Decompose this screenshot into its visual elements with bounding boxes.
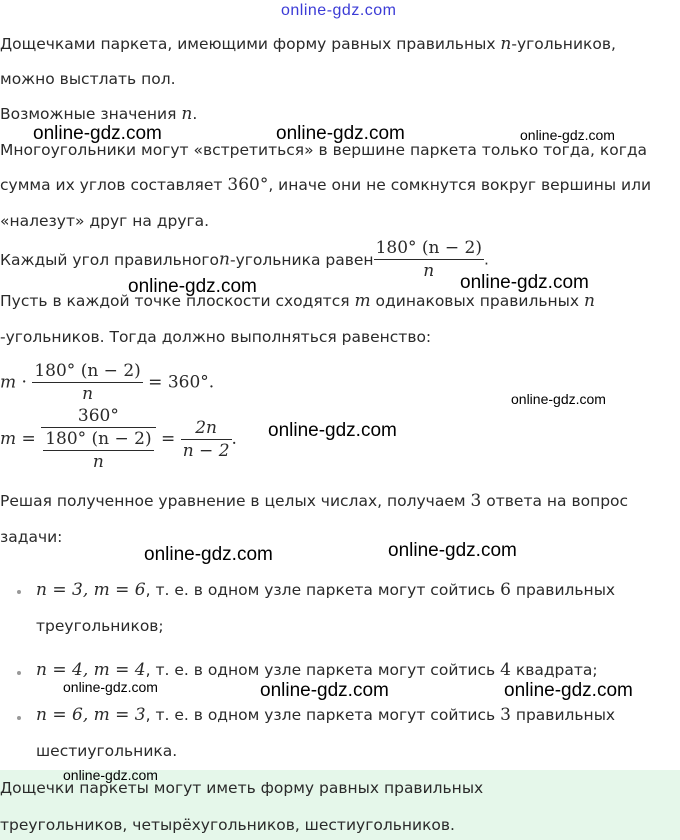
bullet-text-a: , т. е. в одном узле паркета могут сойтись — [145, 581, 501, 599]
fraction-denominator: n − 2 — [182, 440, 230, 461]
watermark: online-gdz.com — [63, 679, 158, 695]
fraction-denominator: n — [374, 259, 484, 281]
equation-2 — [0, 406, 237, 472]
watermark: online-gdz.com — [144, 544, 273, 565]
var-m: m — [0, 429, 17, 449]
solve-text-b: ответа на вопрос — [481, 492, 629, 510]
intro-text-b: -угольников, — [511, 35, 616, 53]
eq1-fraction — [32, 361, 142, 404]
inner-denominator: n — [43, 450, 153, 472]
fraction-numerator: 360° — [77, 406, 119, 426]
watermark: online-gdz.com — [460, 272, 589, 293]
watermark: online-gdz.com — [520, 127, 615, 143]
watermark: online-gdz.com — [128, 276, 257, 297]
assume-line-2: -угольников. Тогда должно выполняться равенство: — [0, 328, 432, 346]
equals-sign: = — [155, 429, 181, 449]
possible-dot: . — [192, 105, 198, 123]
answer-line-2: треугольников, четырёхугольников, шестиугольников. — [0, 816, 455, 834]
fraction-numerator: 2n — [195, 417, 217, 438]
bullet-number: 3 — [500, 705, 511, 725]
answer-line-1: Дощечки паркеты могут иметь форму равных правильных — [0, 779, 484, 797]
list-item-3-line-2: шестиугольника. — [36, 742, 178, 760]
inner-numerator: 180° (n − 2) — [45, 429, 152, 449]
fraction-numerator: 180° (n − 2) — [34, 361, 141, 381]
bullet-math: n = 3, m = 6 — [36, 580, 146, 600]
intro-line-2: можно выстлать пол. — [0, 70, 176, 88]
solve-line-2: задачи: — [0, 528, 63, 546]
watermark-top: online-gdz.com — [281, 2, 397, 19]
watermark: online-gdz.com — [260, 680, 389, 701]
list-item-1-line-2: треугольников; — [36, 617, 164, 635]
angle-text-a: Каждый угол правильного — [0, 250, 220, 269]
var-m: m — [0, 372, 17, 393]
bullet-text-b: квадрата; — [510, 661, 598, 679]
angle-line — [0, 238, 489, 281]
list-item-2 — [36, 660, 598, 680]
assume-text-b: одинаковых правильных — [370, 292, 584, 310]
bullet-number: 4 — [500, 660, 511, 680]
intro-text-a: Дощечками паркета, имеющими форму равных правильных — [0, 35, 501, 53]
bullet-text-b: правильных — [510, 581, 616, 599]
var-n: n — [500, 34, 512, 54]
assume-line-1 — [0, 291, 595, 311]
multiply-sign: · — [16, 372, 33, 393]
watermark: online-gdz.com — [33, 123, 162, 144]
deg-360: 360° — [227, 175, 269, 195]
watermark: online-gdz.com — [504, 680, 633, 701]
fraction-denominator: n — [32, 382, 142, 404]
eq1-rhs: = 360°. — [142, 372, 215, 393]
meet-line-2 — [0, 175, 651, 195]
meet-line-1: Многоугольники могут «встретиться» в вершине паркета только тогда, когда — [0, 141, 648, 159]
list-item-1 — [36, 580, 615, 600]
equation-1 — [0, 361, 214, 404]
solve-line-1 — [0, 491, 628, 511]
bullet-dot — [17, 590, 21, 594]
eq2-dot: . — [231, 429, 237, 449]
meet-text-b: , иначе они не сомкнутся вокруг вершины или — [268, 176, 652, 194]
meet-text-a: сумма их углов составляет — [0, 176, 228, 194]
fraction-denominator — [41, 427, 155, 472]
watermark: online-gdz.com — [511, 391, 606, 407]
meet-line-3: «налезут» друг на друга. — [0, 212, 210, 230]
number-3: 3 — [470, 491, 482, 511]
fraction-numerator: 180° (n − 2) — [375, 238, 482, 258]
var-n: n — [583, 291, 595, 311]
bullet-dot — [17, 716, 21, 720]
angle-dot: . — [484, 250, 489, 269]
angle-text-b: -угольника равен — [229, 250, 374, 269]
watermark: online-gdz.com — [276, 123, 405, 144]
watermark: online-gdz.com — [268, 420, 397, 441]
solve-text-a: Решая полученное уравнение в целых числах, получаем — [0, 492, 471, 510]
var-n: n — [181, 104, 193, 124]
bullet-text-b: правильных — [510, 706, 616, 724]
intro-line-1 — [0, 34, 616, 54]
bullet-math: n = 4, m = 4 — [36, 660, 146, 680]
possible-text: Возможные значения — [0, 105, 182, 123]
eq2-complex-fraction — [41, 406, 155, 472]
eq2-result-fraction — [181, 418, 232, 461]
bullet-number: 6 — [500, 580, 511, 600]
var-n: n — [219, 249, 230, 270]
watermark: online-gdz.com — [388, 540, 517, 561]
list-item-3 — [36, 705, 615, 725]
bullet-text-a: , т. е. в одном узле паркета могут сойтись — [145, 706, 501, 724]
watermark: online-gdz.com — [63, 767, 158, 783]
bullet-math: n = 6, m = 3 — [36, 705, 146, 725]
var-m: m — [354, 291, 371, 311]
inner-fraction — [43, 429, 153, 472]
assume-text-a: Пусть в каждой точке плоскости сходятся — [0, 292, 355, 310]
bullet-dot — [17, 671, 21, 675]
bullet-text-a: , т. е. в одном узле паркета могут сойтись — [145, 661, 501, 679]
possible-values-heading — [0, 104, 197, 124]
equals-sign: = — [16, 429, 42, 449]
